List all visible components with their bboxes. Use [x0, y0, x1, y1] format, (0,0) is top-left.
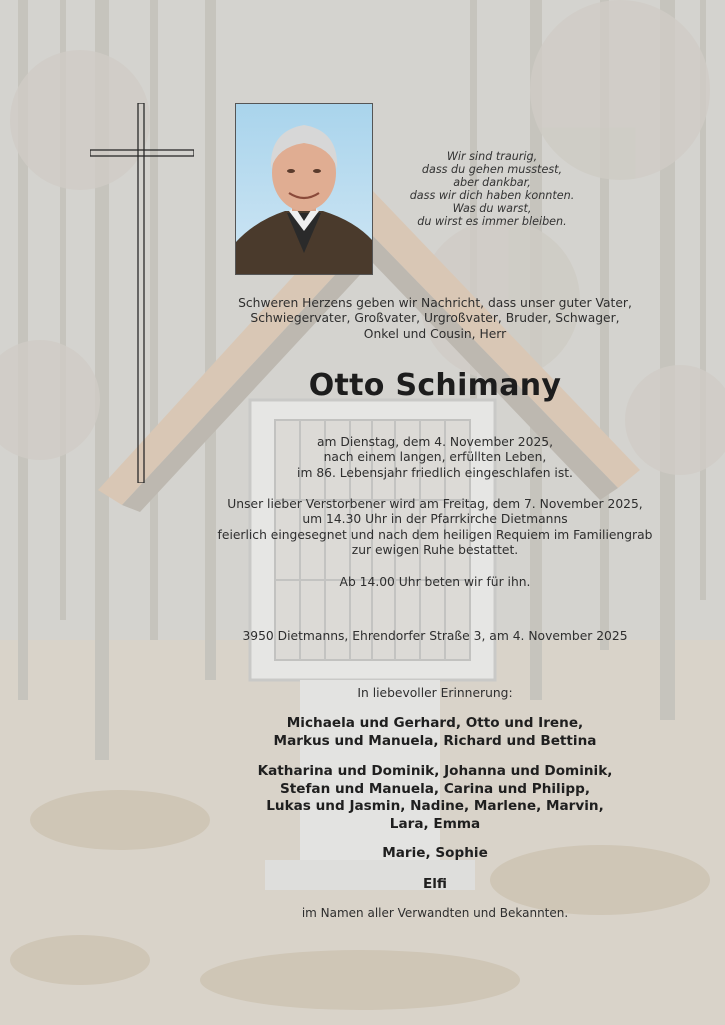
- mourner-line: Stefan und Manuela, Carina und Philipp,: [280, 780, 590, 797]
- memory-heading-line: In liebevoller Erinnerung:: [357, 686, 513, 700]
- poem-line: dass wir dich haben konnten.: [409, 189, 575, 202]
- intro-line: Onkel und Cousin, Herr: [363, 326, 507, 341]
- closing-line: im Namen aller Verwandten und Bekannten.: [301, 906, 569, 920]
- mourners-grandchildren: [180, 763, 690, 833]
- funeral-line: Unser lieber Verstorbener wird am Freitag, dem 7. November 2025,: [227, 497, 643, 511]
- mourners-children: [180, 715, 690, 750]
- death-line: im 86. Lebensjahr friedlich eingeschlafen ist.: [297, 465, 573, 480]
- place-date-line: 3950 Dietmanns, Ehrendorfer Straße 3, am 4. November 2025: [242, 629, 628, 643]
- poem-line: aber dankbar,: [453, 176, 531, 189]
- mourner-line: Marie, Sophie: [382, 845, 488, 861]
- poem-line: dass du gehen musstest,: [421, 163, 563, 176]
- poem-line: Wir sind traurig,: [446, 150, 538, 163]
- poem-line: Was du warst,: [452, 202, 532, 215]
- death-line: am Dienstag, dem 4. November 2025,: [316, 435, 554, 449]
- death-line: nach einem langen, erfüllten Leben,: [323, 450, 547, 465]
- place-date: [210, 629, 660, 644]
- funeral-line: um 14.30 Uhr in der Pfarrkirche Dietmanns: [302, 512, 568, 527]
- mourner-line: Michaela und Gerhard, Otto und Irene,: [286, 715, 584, 731]
- cross-icon: [90, 103, 194, 483]
- mourner-line: Markus und Manuela, Richard und Bettina: [273, 732, 597, 749]
- mourners-great-grandchildren: [180, 845, 690, 863]
- portrait-photo: [235, 103, 373, 275]
- funeral-line: feierlich eingesegnet und nach dem heiligen Requiem im Familiengrab: [217, 527, 653, 542]
- deceased-name: Otto Schimany: [308, 368, 562, 403]
- intro-line: Schwiegervater, Großvater, Urgroßvater, Bruder, Schwager,: [250, 311, 620, 326]
- mourner-line: Lara, Emma: [389, 815, 481, 832]
- mourner-line: Elfi: [422, 876, 448, 892]
- funeral-notice: [210, 497, 660, 558]
- prayer-notice: [230, 575, 640, 590]
- poem-line: du wirst es immer bleiben.: [417, 215, 567, 228]
- memory-heading: [230, 686, 640, 701]
- poem: [388, 150, 596, 228]
- intro-line: Schweren Herzens geben wir Nachricht, dass unser guter Vater,: [238, 296, 632, 310]
- mourner-line: Lukas und Jasmin, Nadine, Marlene, Marvin,: [266, 798, 604, 814]
- death-notice: [230, 435, 640, 481]
- mourner-line: Katharina und Dominik, Johanna und Dominik,: [257, 763, 613, 779]
- funeral-line: zur ewigen Ruhe bestattet.: [351, 542, 519, 557]
- intro-text: [210, 296, 660, 342]
- mourners-sibling: [180, 876, 690, 894]
- prayer-line: Ab 14.00 Uhr beten wir für ihn.: [339, 575, 531, 589]
